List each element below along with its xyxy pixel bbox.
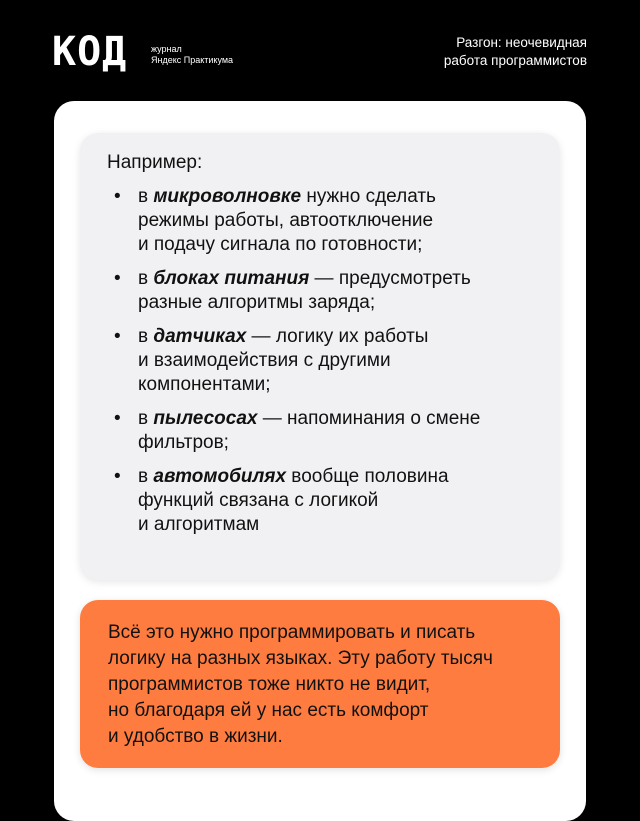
summary-line: и удобство в жизни. [108, 726, 283, 747]
list-item-line [138, 407, 534, 431]
list-item-line: функций связана с логикой [138, 490, 379, 511]
examples-list [114, 185, 534, 547]
item-keyword: автомобилях [153, 466, 287, 487]
series-tagline [444, 34, 587, 70]
header [0, 0, 640, 100]
list-item-line: режимы работы, автоотключение [138, 210, 434, 231]
list-item-line: и подачу сигнала по готовности; [138, 234, 423, 255]
list-item-line: компонентами; [138, 374, 271, 395]
item-text: — напоминания о смене [257, 408, 481, 429]
summary-line: но благодаря ей у нас есть комфорт [108, 700, 429, 721]
summary-text [108, 620, 493, 750]
item-prefix: в [138, 326, 154, 347]
summary-callout [80, 600, 560, 768]
logo-wordmark: КОД [52, 29, 128, 75]
item-text: — логику их работы [246, 326, 429, 347]
list-item-cars [114, 465, 534, 537]
summary-line: Всё это нужно программировать и писать [108, 622, 476, 643]
tagline-line2: работа программистов [443, 53, 587, 68]
logo-subtitle [151, 44, 233, 66]
item-keyword: пылесосах [153, 408, 258, 429]
list-item-line: разные алгоритмы заряда; [138, 292, 376, 313]
item-keyword: блоках питания [153, 268, 310, 289]
list-item-line: и алгоритмам [138, 514, 260, 535]
item-text: нужно сделать [301, 186, 436, 207]
item-prefix: в [138, 408, 154, 429]
list-item-power-supply [114, 267, 534, 315]
list-item-vacuum [114, 407, 534, 455]
list-item-line [138, 325, 534, 349]
item-keyword: микроволновке [153, 186, 302, 207]
examples-intro: Например: [107, 152, 203, 173]
item-prefix: в [138, 268, 154, 289]
list-item-sensors [114, 325, 534, 397]
list-item-line: фильтров; [138, 432, 229, 453]
list-item-line [138, 185, 534, 209]
item-text: вообще половина [286, 466, 449, 487]
list-item-line [138, 465, 534, 489]
logo-subtitle-line2: Яндекс Практикума [151, 55, 234, 65]
list-item-line: и взаимодействия с другими [138, 350, 391, 371]
item-text: — предусмотреть [309, 268, 471, 289]
item-keyword: датчиках [153, 326, 247, 347]
summary-line: программистов тоже никто не видит, [108, 674, 431, 695]
logo-subtitle-line1: журнал [151, 44, 182, 54]
list-item-microwave [114, 185, 534, 257]
item-prefix: в [138, 466, 154, 487]
list-item-line [138, 267, 534, 291]
summary-line: логику на разных языках. Эту работу тысяч [108, 648, 493, 669]
tagline-line1: Разгон: неочевидная [456, 35, 587, 50]
item-prefix: в [138, 186, 154, 207]
